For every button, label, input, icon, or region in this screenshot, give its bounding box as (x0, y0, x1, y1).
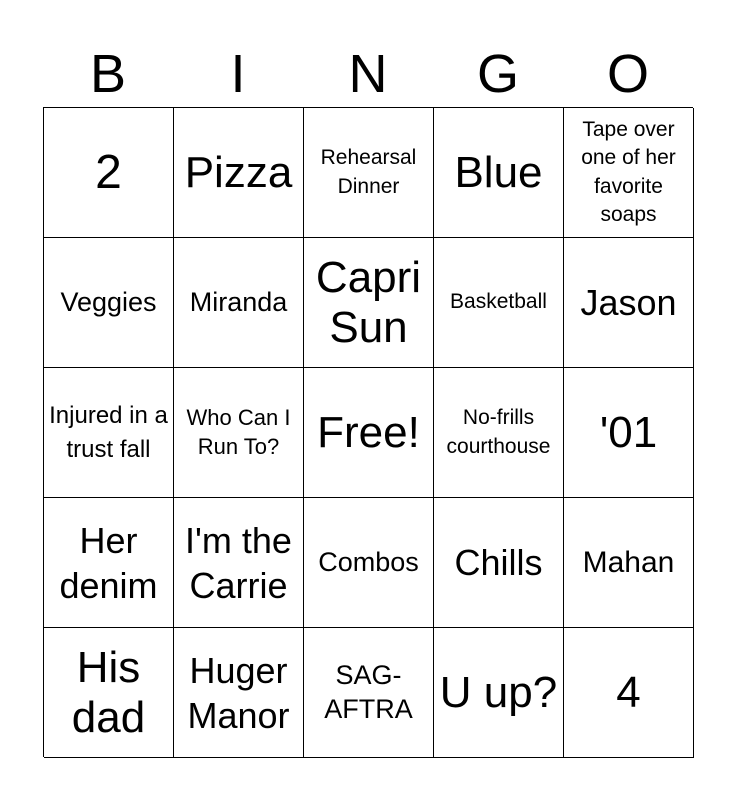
cell-text: Basketball (450, 290, 547, 314)
bingo-cell-o2[interactable] (564, 238, 694, 368)
cell-text: Her denim (59, 519, 158, 606)
bingo-cell-i4[interactable] (174, 498, 304, 628)
bingo-cell-n1[interactable] (304, 108, 434, 238)
bingo-cell-n4[interactable] (304, 498, 434, 628)
cell-text: Rehearsal Dinner (320, 146, 417, 198)
cell-text: His dad (71, 643, 146, 742)
cell-text: Injured in a trust fall (49, 401, 168, 463)
header-letter-n: N (348, 44, 388, 104)
cell-text: SAG-AFTRA (324, 659, 413, 724)
header-letter-o: O (606, 44, 649, 104)
bingo-cell-i1[interactable] (174, 108, 304, 238)
bingo-cell-g3[interactable] (434, 368, 564, 498)
bingo-cell-o5[interactable] (564, 628, 694, 758)
cell-text: Veggies (60, 286, 157, 317)
bingo-cell-o1[interactable] (564, 108, 694, 238)
cell-text: I'm the Carrie (185, 519, 292, 606)
cell-text: Huger Manor (187, 649, 290, 736)
bingo-cell-n5[interactable] (304, 628, 434, 758)
bingo-cell-i2[interactable] (174, 238, 304, 368)
cell-text: Free! (317, 407, 420, 457)
bingo-cell-b2[interactable] (44, 238, 174, 368)
cell-text: Combos (318, 546, 419, 577)
header-letter-g: G (476, 44, 519, 104)
cell-text: Who Can I Run To? (186, 404, 291, 459)
cell-text: Jason (580, 282, 677, 323)
bingo-cell-g2[interactable] (434, 238, 564, 368)
bingo-cell-i3[interactable] (174, 368, 304, 498)
cell-text: 4 (616, 667, 641, 717)
bingo-cell-b1[interactable] (44, 108, 174, 238)
cell-text: Capri Sun (315, 253, 422, 352)
cell-text: Mahan (582, 545, 675, 579)
bingo-cell-b4[interactable] (44, 498, 174, 628)
bingo-cell-i5[interactable] (174, 628, 304, 758)
bingo-cell-g5[interactable] (434, 628, 564, 758)
bingo-cell-n3-free[interactable] (304, 368, 434, 498)
cell-text: 2 (95, 145, 122, 199)
cell-text: '01 (599, 407, 658, 457)
bingo-cell-n2[interactable] (304, 238, 434, 368)
cell-text: Blue (454, 147, 543, 197)
cell-text: No-frills courthouse (446, 406, 551, 458)
bingo-cell-g4[interactable] (434, 498, 564, 628)
bingo-board (43, 107, 693, 757)
bingo-cell-o3[interactable] (564, 368, 694, 498)
cell-text: Chills (454, 542, 543, 583)
bingo-cell-b5[interactable] (44, 628, 174, 758)
bingo-cell-g1[interactable] (434, 108, 564, 238)
bingo-cell-o4[interactable] (564, 498, 694, 628)
header-letter-b: B (89, 44, 127, 104)
bingo-cell-b3[interactable] (44, 368, 174, 498)
header-letter-i: I (230, 44, 246, 104)
cell-text: Miranda (189, 286, 288, 317)
cell-text: Tape over one of her favorite soaps (581, 117, 676, 226)
cell-text: Pizza (184, 147, 293, 197)
cell-text: U up? (439, 667, 558, 717)
bingo-header (43, 40, 693, 108)
